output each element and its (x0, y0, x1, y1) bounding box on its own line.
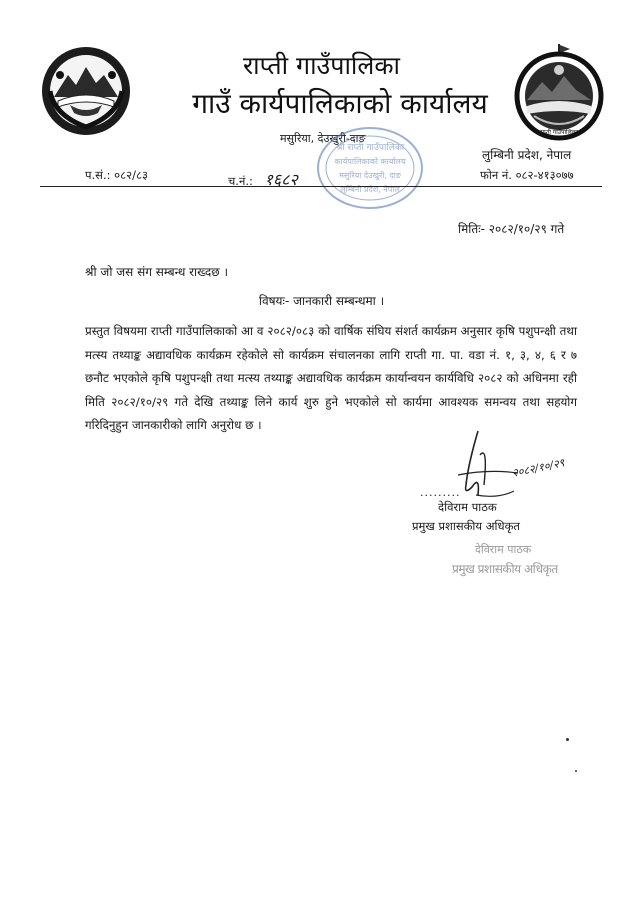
municipality-logo-icon (512, 42, 606, 142)
chalani-label: च.नं.: (228, 174, 253, 188)
svg-text:लुम्बिनी प्रदेश, नेपाल: लुम्बिनी प्रदेश, नेपाल (340, 185, 400, 194)
office-stamp-seal-icon (310, 118, 430, 218)
header-divider (40, 186, 602, 187)
letter-body: प्रस्तुत विषयमा राप्ती गाउँपालिकाको आ व २०८२/०८३ को वार्षिक संघिय संशर्त कार्यक्रम अनुसार कृषि पशुपन्क्षी तथा मत्स्य तथ्याङ्क अद्यावधिक कार्यक्रम रहेकोले सो कार्यक्रम संचालनका लागि राप्ती गा. पा. वडा नं. १, ३, ४, ६ र ७ छनौट भएकोले कृषि पशुपन्क्षी तथा मत्स्य तथ्याङ्क अद्यावधिक कार्यक्रम कार्यान्वयन कार्यविधि २०८२ को अधिनमा रही मिति २०८२/१०/२९ गते देखि तथ्याङ्क लिने कार्य शुरु हुने भएकोले सो कार्यमा आवश्यक समन्वय तथा सहयोग गरिदिनुहुन जानकारीको लागि अनुरोध छ । (85, 324, 577, 432)
municipality-name: राप्ती गाउँपालिका (242, 51, 401, 80)
signature-date: २०८२/१०/२९ (510, 456, 566, 480)
scan-speck (575, 770, 577, 772)
signatory-name: देविराम पाठक (438, 500, 497, 514)
signatory-title: प्रमुख प्रशासकीय अधिकृत (412, 519, 520, 533)
chalani-handwritten-value: १६८२ (264, 170, 298, 189)
svg-text:श्री राप्ती गाउँपालिका: श्री राप्ती गाउँपालिका (335, 143, 405, 153)
seal-stamp-name: देविराम पाठक (475, 543, 532, 556)
letter-date: मितिः- २०८२/१०/२९ गते (458, 222, 565, 236)
office-name: गाउँ कार्यपालिकाको कार्यालय (192, 87, 488, 120)
svg-text:कार्यपालिकाको कार्यालय: कार्यपालिकाको कार्यालय (334, 157, 406, 166)
province-country: लुम्बिनी प्रदेश, नेपाल (482, 148, 572, 162)
scan-speck (566, 738, 569, 741)
office-address: मसुरिया, देउखुरी-दाङ (280, 132, 366, 145)
recipient-line: श्री जो जस संग सम्बन्ध राख्दछ । (85, 265, 229, 279)
seal-stamp-title: प्रमुख प्रशासकीय अधिकृत (452, 562, 558, 576)
svg-text:मसुरिया देउखुरी, दाङ: मसुरिया देउखुरी, दाङ (339, 171, 401, 180)
subject-line: विषयः- जानकारी सम्बन्धमा । (258, 294, 385, 308)
logo-caption: राप्ती गाउँपालिका (540, 129, 578, 136)
patra-sankhya: प.सं.: ०८२/८३ (85, 168, 148, 182)
phone-number: फोन नं. ०८२-४१३०७७ (480, 168, 574, 182)
signature-dotted-line: ......... (420, 486, 461, 499)
